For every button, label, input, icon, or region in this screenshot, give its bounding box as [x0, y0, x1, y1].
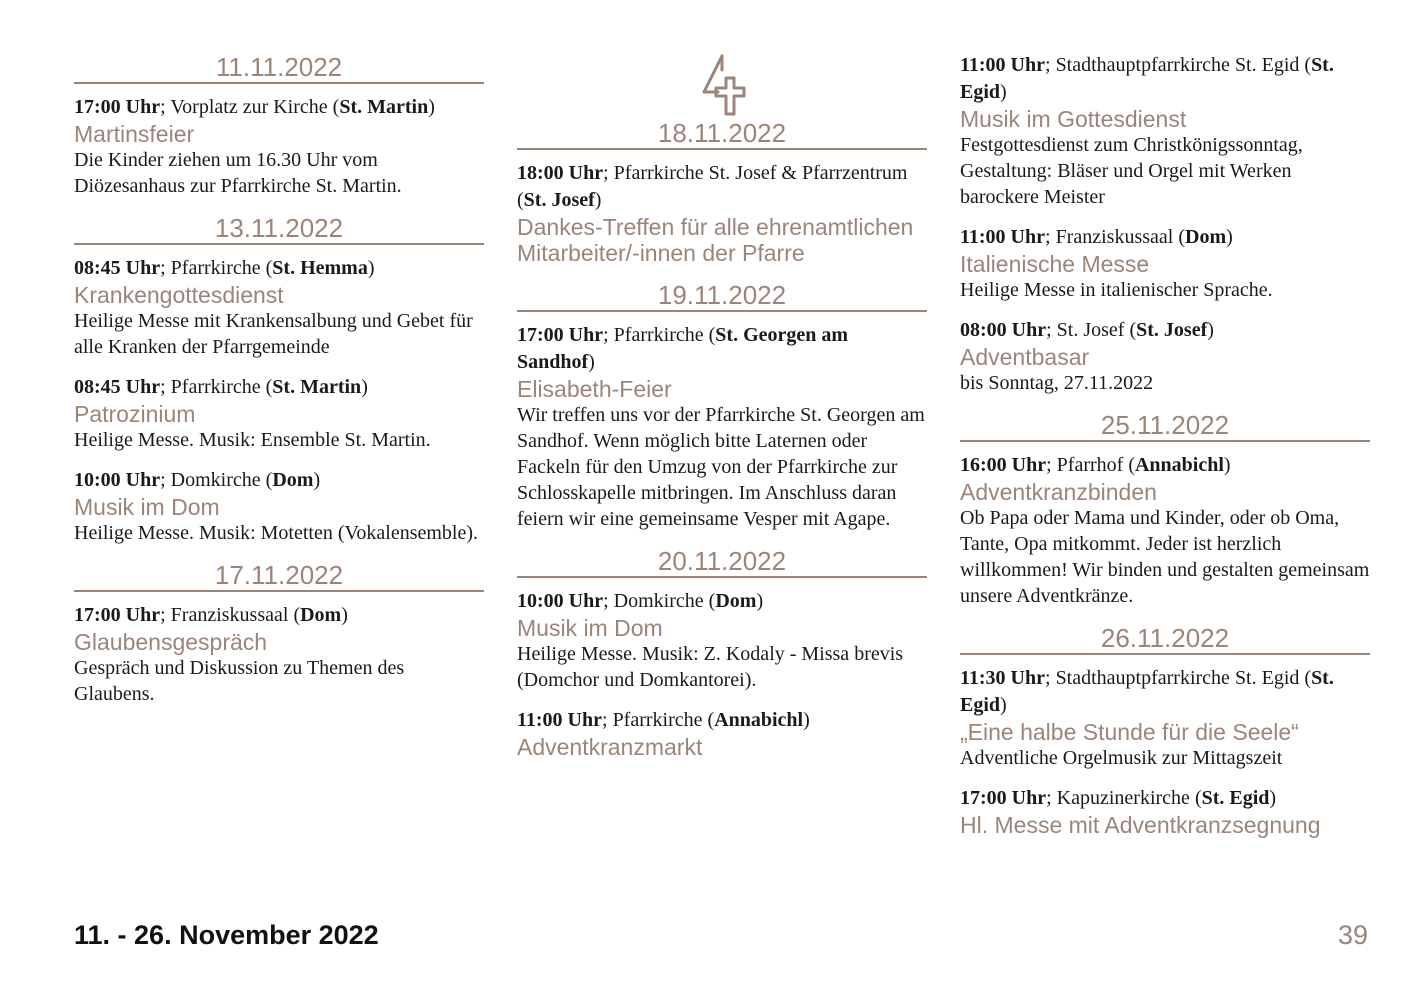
- event-time: 10:00 Uhr: [517, 590, 604, 612]
- event-time: 11:00 Uhr: [960, 226, 1045, 248]
- event-parish: St. Egid: [960, 54, 1334, 103]
- event-location: Franziskussaal: [1055, 226, 1174, 248]
- event-location: Domkirche: [613, 590, 704, 612]
- event-meta: 08:45 Uhr; Pfarrkirche (St. Hemma): [74, 257, 375, 279]
- event-meta: 08:45 Uhr; Pfarrkirche (St. Martin): [74, 376, 368, 398]
- event-location: Pfarrkirche St. Josef & Pfarrzentrum: [613, 162, 908, 184]
- date-heading: 11.11.2022: [74, 52, 484, 84]
- event-entry: [517, 322, 927, 532]
- date-section: [517, 118, 927, 266]
- event-location: Pfarrkirche: [613, 324, 704, 346]
- event-entry: [517, 160, 927, 266]
- event-title: Dankes-Treffen für alle ehrenamtlichen Mitarbeiter/-innen der Pfarre: [517, 214, 914, 266]
- event-entry: [517, 707, 927, 760]
- date-heading: 19.11.2022: [517, 280, 927, 312]
- event-meta: 10:00 Uhr; Domkirche (Dom): [74, 469, 321, 491]
- event-parish: St. Josef: [1136, 319, 1208, 341]
- event-location: Stadthauptpfarrkirche St. Egid: [1055, 54, 1300, 76]
- event-description: Gespräch und Diskussion zu Themen des Glaubens.: [74, 657, 405, 705]
- page-number: 39: [1337, 920, 1368, 950]
- event-entry: [74, 374, 484, 453]
- event-time: 18:00 Uhr: [517, 162, 604, 184]
- date-heading: 25.11.2022: [960, 410, 1370, 442]
- event-entry: [74, 94, 484, 199]
- date-heading: 26.11.2022: [960, 623, 1370, 655]
- event-description: Heilige Messe mit Krankensalbung und Gebet für alle Kranken der Pfarrgemeinde: [74, 310, 473, 358]
- event-location: Domkirche: [170, 469, 261, 491]
- event-parish: Annabichl: [714, 709, 804, 731]
- event-time: 10:00 Uhr: [74, 469, 161, 491]
- event-entry: [960, 665, 1370, 771]
- column-3: [960, 52, 1370, 852]
- event-parish: St. Martin: [339, 96, 429, 118]
- date-heading: 17.11.2022: [74, 560, 484, 592]
- event-time: 08:00 Uhr: [960, 319, 1047, 341]
- event-entry: [960, 785, 1370, 838]
- event-time: 11:00 Uhr: [517, 709, 602, 731]
- event-title: Glaubensgespräch: [74, 629, 268, 655]
- event-entry: [74, 255, 484, 360]
- date-section: [960, 410, 1370, 609]
- event-meta: 08:00 Uhr; St. Josef (St. Josef): [960, 319, 1214, 341]
- event-meta: 17:00 Uhr; Vorplatz zur Kirche (St. Martin): [74, 96, 435, 118]
- event-location: St. Josef: [1056, 319, 1125, 341]
- event-location: Pfarrhof: [1056, 454, 1124, 476]
- event-entry: [960, 452, 1370, 609]
- event-location: Pfarrkirche: [612, 709, 703, 731]
- event-meta: 16:00 Uhr; Pfarrhof (Annabichl): [960, 454, 1231, 476]
- date-section: [960, 623, 1370, 838]
- event-description: Die Kinder ziehen um 16.30 Uhr vom Diözesanhaus zur Pfarrkirche St. Martin.: [74, 149, 402, 197]
- event-parish: Annabichl: [1134, 454, 1224, 476]
- church-cross-logo-icon: [517, 52, 927, 118]
- event-title: Musik im Dom: [74, 494, 220, 520]
- event-location: Pfarrkirche: [170, 376, 261, 398]
- event-meta: 18:00 Uhr; Pfarrkirche St. Josef & Pfarrzentrum (St. Josef): [517, 162, 908, 211]
- event-description: Adventliche Orgelmusik zur Mittagszeit: [960, 747, 1283, 769]
- event-title: Adventbasar: [960, 344, 1090, 370]
- date-section: [74, 213, 484, 546]
- event-title: Musik im Dom: [517, 615, 663, 641]
- event-entry: [74, 602, 484, 707]
- event-meta: 17:00 Uhr; Kapuzinerkirche (St. Egid): [960, 787, 1277, 809]
- date-section: [960, 52, 1370, 396]
- event-description: Festgottesdienst zum Christkönigssonntag, Gestaltung: Bläser und Orgel mit Werken barockere Meister: [960, 134, 1303, 208]
- event-time: 16:00 Uhr: [960, 454, 1047, 476]
- event-location: Stadthauptpfarrkirche St. Egid: [1055, 667, 1300, 689]
- event-parish: Dom: [1185, 226, 1227, 248]
- event-parish: St. Josef: [523, 189, 595, 211]
- event-description: Heilige Messe in italienischer Sprache.: [960, 279, 1273, 301]
- event-parish: Dom: [715, 590, 757, 612]
- event-description: Ob Papa oder Mama und Kinder, oder ob Oma, Tante, Opa mitkommt. Jeder ist herzlich willkommen! Wir binden und gestalten gemeinsam unsere Adventkränze.: [960, 507, 1370, 607]
- column-2: [517, 52, 927, 774]
- event-description: Heilige Messe. Musik: Z. Kodaly - Missa brevis (Domchor und Domkantorei).: [517, 643, 904, 691]
- event-meta: 11:30 Uhr; Stadthauptpfarrkirche St. Egid (St. Egid): [960, 667, 1334, 716]
- event-entry: [960, 52, 1370, 210]
- date-heading: 13.11.2022: [74, 213, 484, 245]
- event-parish: St. Hemma: [272, 257, 368, 279]
- event-entry: [960, 317, 1370, 396]
- date-section: [517, 280, 927, 532]
- event-meta: 11:00 Uhr; Stadthauptpfarrkirche St. Egid (St. Egid): [960, 54, 1334, 103]
- event-title: Adventkranzmarkt: [517, 734, 703, 760]
- event-time: 11:00 Uhr: [960, 54, 1045, 76]
- event-time: 11:30 Uhr: [960, 667, 1045, 689]
- event-time: 08:45 Uhr: [74, 376, 161, 398]
- column-1: [74, 52, 484, 721]
- date-section: [74, 52, 484, 199]
- event-location: Kapuzinerkirche: [1056, 787, 1190, 809]
- event-title: Adventkranzbinden: [960, 479, 1157, 505]
- footer-date-range: 11. - 26. November 2022: [74, 920, 379, 950]
- event-time: 17:00 Uhr: [517, 324, 604, 346]
- event-title: Martinsfeier: [74, 121, 195, 147]
- event-entry: [517, 588, 927, 693]
- event-meta: 10:00 Uhr; Domkirche (Dom): [517, 590, 764, 612]
- event-meta: 17:00 Uhr; Franziskussaal (Dom): [74, 604, 348, 626]
- event-description: Heilige Messe. Musik: Ensemble St. Martin.: [74, 429, 431, 451]
- event-title: Italienische Messe: [960, 251, 1150, 277]
- event-description: Wir treffen uns vor der Pfarrkirche St. Georgen am Sandhof. Wenn möglich bitte Laternen oder Fackeln für den Umzug von der Pfarrkirche zur Schlosskapelle mitbringen. Im Anschluss daran feiern wir eine gemeinsame Vesper mit Agape.: [517, 404, 925, 530]
- event-description: Heilige Messe. Musik: Motetten (Vokalensemble).: [74, 522, 479, 544]
- event-entry: [960, 224, 1370, 303]
- event-parish: St. Egid: [960, 667, 1334, 716]
- event-title: Musik im Gottesdienst: [960, 106, 1187, 132]
- event-title: Hl. Messe mit Adventkranzsegnung: [960, 812, 1321, 838]
- event-meta: 17:00 Uhr; Pfarrkirche (St. Georgen am Sandhof): [517, 324, 849, 373]
- event-meta: 11:00 Uhr; Pfarrkirche (Annabichl): [517, 709, 810, 731]
- date-heading: 18.11.2022: [517, 118, 927, 150]
- event-parish: Dom: [272, 469, 314, 491]
- event-title: Patrozinium: [74, 401, 196, 427]
- event-parish: St. Martin: [272, 376, 362, 398]
- event-entry: [74, 467, 484, 546]
- date-section: [74, 560, 484, 707]
- event-parish: Dom: [300, 604, 342, 626]
- event-title: Krankengottesdienst: [74, 282, 284, 308]
- event-description: bis Sonntag, 27.11.2022: [960, 372, 1154, 394]
- date-section: [517, 546, 927, 760]
- date-heading: 20.11.2022: [517, 546, 927, 578]
- event-time: 08:45 Uhr: [74, 257, 161, 279]
- event-location: Franziskussaal: [170, 604, 289, 626]
- event-location: Vorplatz zur Kirche: [170, 96, 328, 118]
- event-title: Elisabeth-Feier: [517, 376, 672, 402]
- event-parish: St. Egid: [1201, 787, 1270, 809]
- event-time: 17:00 Uhr: [960, 787, 1047, 809]
- event-title: „Eine halbe Stunde für die Seele“: [960, 719, 1299, 745]
- event-location: Pfarrkirche: [170, 257, 261, 279]
- event-time: 17:00 Uhr: [74, 96, 161, 118]
- event-meta: 11:00 Uhr; Franziskussaal (Dom): [960, 226, 1233, 248]
- event-time: 17:00 Uhr: [74, 604, 161, 626]
- event-parish: St. Georgen am Sandhof: [517, 324, 849, 373]
